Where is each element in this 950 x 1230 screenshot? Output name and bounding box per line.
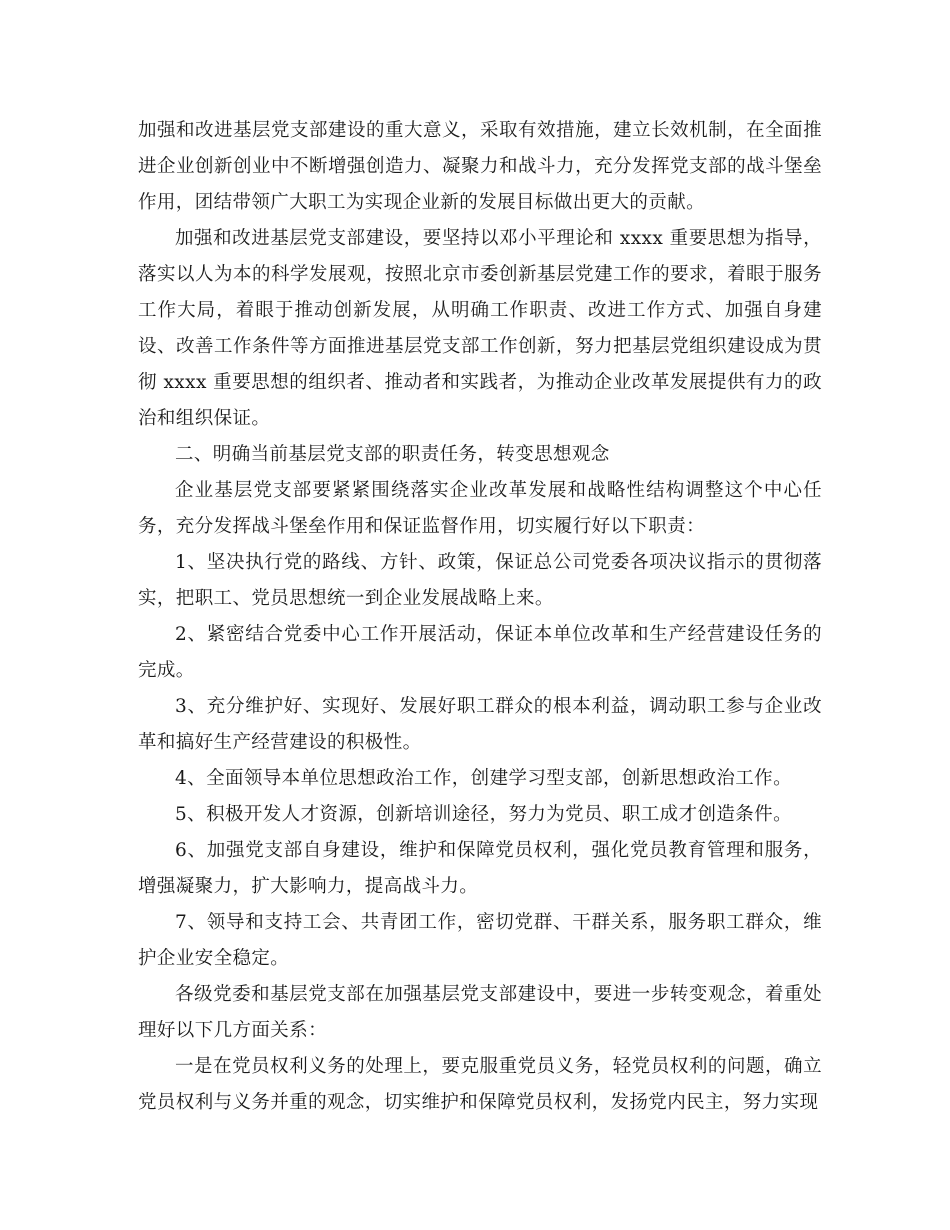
list-item-7: 7、领导和支持工会、共青团工作，密切党群、干群关系，服务职工群众，维护企业安全稳定。: [138, 912, 822, 969]
list-item-1: 1、坚决执行党的路线、方针、政策，保证总公司党委各项决议指示的贯彻落实，把职工、党员思想统一到企业发展战略上来。: [138, 552, 822, 609]
list-item-3: 3、充分维护好、实现好、发展好职工群众的根本利益，调动职工参与企业改革和搞好生产经营建设的积极性。: [138, 696, 822, 753]
paragraph-4: 各级党委和基层党支部在加强基层党支部建设中，要进一步转变观念，着重处理好以下几方面关系：: [138, 984, 822, 1041]
paragraph-2: 加强和改进基层党支部建设，要坚持以邓小平理论和 xxxx 重要思想为指导，落实以人为本的科学发展观，按照北京市委创新基层党建工作的要求，着眼于服务工作大局，着眼于推动创新发展，从明确工作职责、改进工作方式、加强自身建设、改善工作条件等方面推进基层党支部工作创新，努力把基层党组织建设成为贯彻 xxxx 重要思想的组织者、推动者和实践者，为推动企业改革发展提供有力的政治和组织保证。: [138, 228, 822, 429]
section-heading: 二、明确当前基层党支部的职责任务，转变思想观念: [175, 444, 610, 465]
list-item-5: 5、积极开发人才资源，创新培训途径，努力为党员、职工成才创造条件。: [175, 804, 792, 825]
paragraph-3: 企业基层党支部要紧紧围绕落实企业改革发展和战略性结构调整这个中心任务，充分发挥战斗堡垒作用和保证监督作用，切实履行好以下职责：: [138, 480, 822, 537]
list-item-6: 6、加强党支部自身建设，维护和保障党员权利，强化党员教育管理和服务，增强凝聚力，扩大影响力，提高战斗力。: [138, 840, 822, 897]
list-item-2: 2、紧密结合党委中心工作开展活动，保证本单位改革和生产经营建设任务的完成。: [138, 624, 822, 681]
paragraph-1: 加强和改进基层党支部建设的重大意义，采取有效措施，建立长效机制，在全面推进企业创新创业中不断增强创造力、凝聚力和战斗力，充分发挥党支部的战斗堡垒作用，团结带领广大职工为实现企业新的发展目标做出更大的贡献。: [138, 120, 822, 213]
list-item-4: 4、全面领导本单位思想政治工作，创建学习型支部，创新思想政治工作。: [175, 768, 792, 789]
paragraph-5: 一是在党员权利义务的处理上，要克服重党员义务，轻党员权利的问题，确立党员权利与义务并重的观念，切实维护和保障党员权利，发扬党内民主，努力实现: [138, 1056, 822, 1113]
document-body: [138, 113, 822, 1121]
